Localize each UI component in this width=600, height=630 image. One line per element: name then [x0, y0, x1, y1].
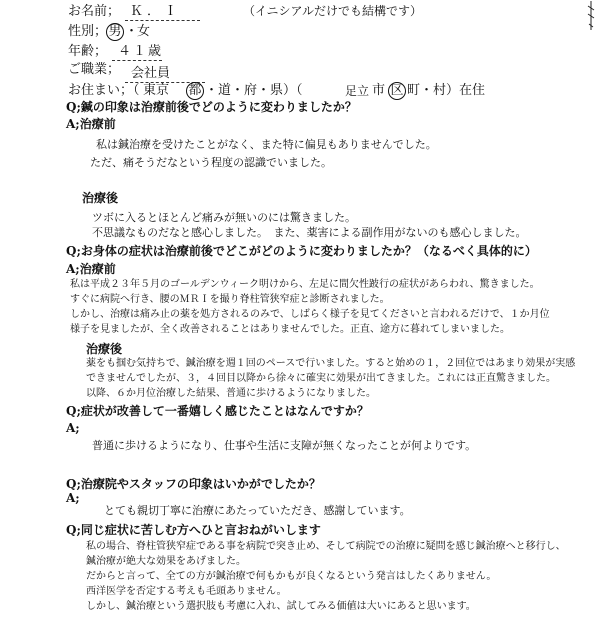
name-label: お名前；	[68, 4, 121, 19]
q3-question: Q;症状が改善して一番嬉しく感じたことはなんですか？	[66, 404, 369, 418]
prefecture-value: 東京	[143, 83, 170, 98]
q2-before-line: しかし、治療は痛み止の薬を処方されるのみで、しばらく様子を見てくださいと言われるだけで、１か月位	[70, 309, 550, 320]
q3-answer-label: A;	[66, 421, 80, 435]
q2-after-line: 以降、６か月位治療した結果、普通に歩けるようになりました。	[86, 388, 376, 399]
q1-after-line: 不思議なものだなと感心しました。 また、薬害による副作用がないのも感心しました。	[92, 226, 527, 239]
q1-after-line: ツボに入るとほとんど痛みが無いのには驚きました。	[92, 211, 356, 224]
q1-before-heading: A;治療前	[66, 117, 116, 131]
city-options: 町・村）在住	[407, 83, 486, 98]
q5-answer-line: 西洋医学を否定する考えも毛頭ありません。	[86, 586, 287, 597]
city-unit: 市	[372, 83, 386, 98]
q2-before-heading: A;治療前	[66, 262, 116, 276]
q2-after-line: できませんでしたが、３，４回目以降から徐々に確実に効果が出てきました。これには正直驚きました。	[86, 373, 556, 384]
q5-question: Q;同じ症状に苦しむ方へひと言おねがいします	[66, 523, 321, 537]
q4-answer-label: A;	[66, 491, 80, 505]
q4-question: Q;治療院やスタッフの印象はいかがでしたか？	[66, 477, 321, 491]
gender-separator: ・	[125, 24, 139, 39]
address-label: お住まい；（	[68, 83, 140, 98]
gender-female: 女	[137, 24, 151, 39]
q1-after-heading: 治療後	[82, 191, 119, 205]
gender-male: 男	[106, 23, 124, 41]
q2-before-line: 様子を見ましたが、全く改善されることはありませんでした。正直、途方に暮れてしまいました。	[70, 324, 510, 335]
prefecture-options: ・道・府・県）（	[205, 83, 303, 98]
job-label: ご職業；	[68, 62, 121, 77]
city-value: 足立	[345, 84, 370, 98]
q5-answer-line: だからと言って、全ての方が鍼治療で何もかもが良くなるという発言はしたくありません。	[86, 571, 497, 582]
q5-answer-line: 私の場合、脊柱管狭窄症である事を病院で突き止め、そして病院での治療に疑問を感じ鍼治療へと移行し、	[86, 541, 566, 552]
age-label: 年齢；	[68, 44, 108, 59]
q4-answer-line: とても親切丁寧に治療にあたっていただき、感謝しています。	[104, 504, 411, 517]
q1-question: Q;鍼の印象は治療前後でどのように変わりましたか？	[66, 100, 357, 114]
initial-note: （イニシアルだけでも結構です）	[243, 4, 423, 18]
age-unit: 歳	[148, 44, 162, 59]
name-value: Ｋ．Ｉ	[130, 4, 182, 19]
q5-answer-line: 鍼治療が絶大な効果をあげました。	[86, 556, 246, 567]
job-value: 会社員	[131, 66, 171, 81]
q2-before-line: 私は平成２３年５月のゴールデンウィーク明けから、左足に間欠性跛行の症状があらわれ、驚きました。	[70, 279, 540, 290]
city-circled: 区	[388, 82, 406, 100]
gender-label: 性別；	[68, 24, 108, 39]
handwritten-mark-icon	[585, 0, 597, 32]
q5-answer-line: しかし、鍼治療という選択肢も考慮に入れ、試してみる価値は大いにあると思います。	[86, 601, 476, 612]
q2-after-heading: 治療後	[86, 342, 123, 356]
q2-question: Q;お身体の症状は治療前後でどこがどのように変わりましたか？（なるべく具体的に）	[66, 244, 537, 258]
q2-before-line: すぐに病院へ行き、腰のＭＲＩを撮り脊柱管狭窄症と診断されました。	[70, 294, 390, 305]
prefecture-circled: 都	[186, 82, 204, 100]
name-underline	[125, 20, 200, 21]
age-value: ４１	[118, 44, 149, 59]
q1-before-line: 私は鍼治療を受けたことがなく、また特に偏見もありませんでした。	[96, 138, 437, 151]
age-underline	[112, 60, 162, 61]
q1-before-line: ただ、痛そうだなという程度の認識でいました。	[90, 156, 332, 169]
q3-answer-line: 普通に歩けるようになり、仕事や生活に支障が無くなったことが何よりです。	[92, 439, 477, 452]
q2-after-line: 薬をも掴む気持ちで、鍼治療を週１回のペースで行いました。すると始めの１，２回位ではあまり効果が実感	[86, 358, 576, 369]
